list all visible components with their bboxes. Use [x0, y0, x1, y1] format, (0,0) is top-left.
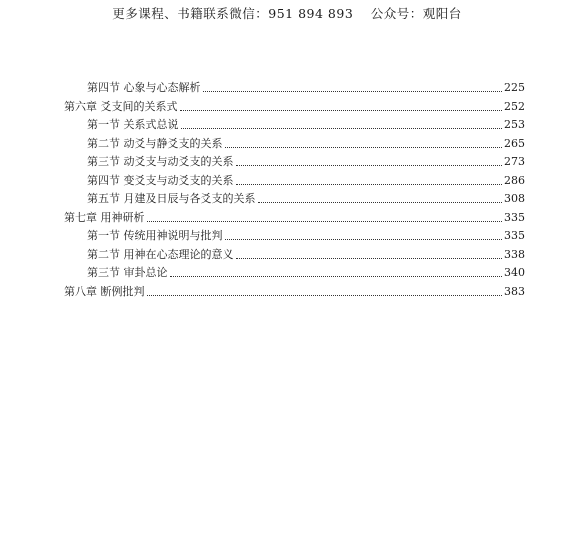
toc-dot-leader	[147, 295, 503, 296]
toc-dot-leader	[180, 110, 503, 111]
toc-dot-leader	[170, 276, 503, 277]
toc-entry-title: 第二节 动爻与静爻支的关系	[87, 136, 223, 150]
toc-entry-title: 第四节 变爻支与动爻支的关系	[87, 173, 234, 187]
toc-entry-page-number: 338	[504, 247, 525, 261]
toc-entry-page-number: 225	[504, 81, 525, 94]
toc-dot-leader	[181, 128, 503, 129]
toc-section-row	[87, 117, 525, 133]
toc-entry-title: 第一节 关系式总说	[87, 118, 179, 131]
toc-entry-page-number: 265	[504, 136, 525, 150]
toc-entry-title: 第二节 用神在心态理论的意义	[87, 247, 234, 261]
toc-dot-leader	[225, 239, 503, 240]
toc-entry-title: 第四节 心象与心态解析	[87, 81, 201, 94]
toc-entry-page-number: 335	[504, 210, 525, 224]
toc-section-row	[87, 136, 525, 152]
toc-entry-page-number: 273	[504, 155, 525, 168]
toc-entry-title: 第六章 爻支间的关系式	[64, 99, 178, 113]
toc-dot-leader	[147, 221, 503, 222]
toc-entry-page-number: 383	[504, 284, 525, 298]
toc-dot-leader	[225, 147, 503, 148]
toc-entry-title: 第七章 用神研析	[64, 210, 145, 224]
toc-entry-page-number: 286	[504, 173, 525, 187]
toc-section-row	[87, 154, 525, 170]
toc-section-row	[87, 247, 525, 263]
toc-chapter-row	[64, 210, 525, 226]
toc-dot-leader	[236, 184, 503, 185]
toc-entry-page-number: 340	[504, 266, 525, 279]
toc-section-row	[87, 191, 525, 207]
toc-entry-title: 第三节 动爻支与动爻支的关系	[87, 155, 234, 168]
toc-chapter-row	[64, 99, 525, 115]
toc-entry-title: 第三节 审卦总论	[87, 266, 168, 279]
toc-entry-title: 第八章 断例批判	[64, 284, 145, 298]
toc-entry-page-number: 252	[504, 99, 525, 113]
toc-chapter-row	[64, 284, 525, 300]
toc-entry-title: 第一节 传统用神说明与批判	[87, 229, 223, 242]
toc-section-row	[87, 173, 525, 189]
toc-dot-leader	[236, 258, 503, 259]
toc-dot-leader	[203, 91, 503, 92]
toc-dot-leader	[236, 165, 503, 166]
toc-section-row	[87, 265, 525, 281]
toc-entry-page-number: 308	[504, 192, 525, 205]
toc-entry-title: 第五节 月建及日辰与各爻支的关系	[87, 192, 256, 205]
toc-entry-page-number: 253	[504, 118, 525, 131]
page-header-contact: 更多课程、书籍联系微信：951 894 893 公众号：观阳台	[112, 6, 462, 21]
toc-entry-page-number: 335	[504, 229, 525, 242]
toc-section-row	[87, 80, 525, 96]
toc-dot-leader	[258, 202, 503, 203]
toc-section-row	[87, 228, 525, 244]
